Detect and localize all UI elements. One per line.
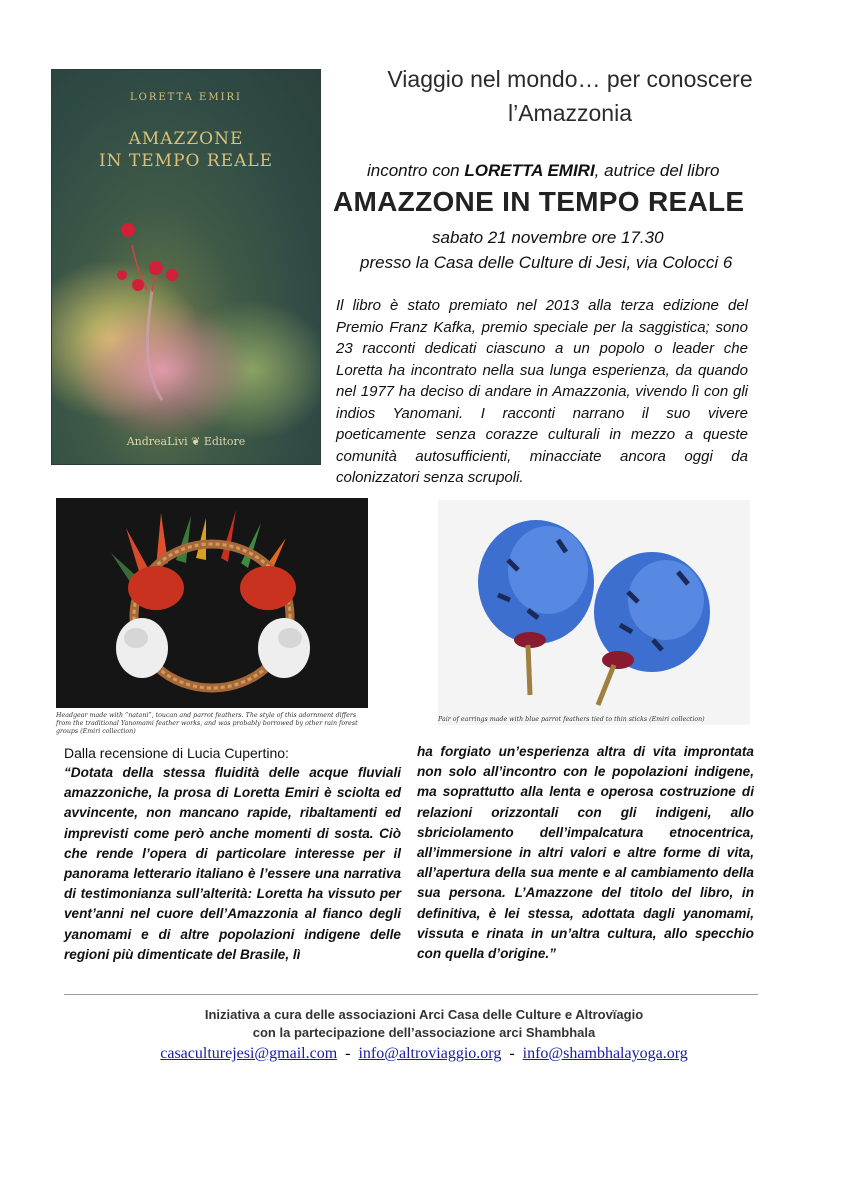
headgear-photo [56,498,368,708]
cover-publisher: AndreaLivi ❦ Editore [126,435,246,448]
email-link-casaculture[interactable]: casaculturejesi@gmail.com [160,1045,338,1062]
link-separator: - [509,1045,515,1062]
earrings-illustration [438,500,750,725]
meeting-suffix: , autrice del libro [594,161,720,180]
footer-line2: con la partecipazione dell’associazione arci Shambhala [252,1025,596,1040]
earrings-caption: Pair of earrings made with blue parrot feathers tied to thin sticks (Emiri collection) [438,716,705,723]
book-description: Il libro è stato premiato nel 2013 alla terza edizione del Premio Franz Kafka, premio speciale per la saggistica; sono 23 racconti dedicati ciascuno a un popolo o leader che Loretta ha incontrato nella sua lunga esperienza, da quando nel 1977 ha deciso di andare in Amazzonia, vivendo lì con gli indios Yanomani. I racconti narrano il suo vivere poeticamente senza corazze culturali in mezzo a queste comunità autosufficienti, minacciate ancora oggi da colonizzatori senza scrupoli. [336,297,748,486]
footer-divider [64,994,758,995]
contact-links [0,1045,848,1063]
earrings-photo [438,500,750,725]
review-column-1: “Dotata della stessa fluidità delle acque fluviali amazzoniche, la prosa di Loretta Emiri è sciolta ed avvincente, non mancano rapide, ribaltamenti ed imprevisti come però anche momenti di sosta. Ciò che rende l’opera di particolare interesse per il panorama letterario italiano è l’essere una narrativa di testimonianza sull’alterità: Loretta ha vissuto per vent’anni nel cuore dell’Amazzonia al fianco degli yanomami e di altre popolazioni indigene delle regioni più dimenticate del Brasile, lì [64,765,401,962]
review-intro: Dalla recensione di Lucia Cupertino: [64,745,289,761]
meeting-line [367,161,719,181]
page-title-line1: Viaggio nel mondo… per conoscere [387,66,753,92]
meeting-prefix: incontro con [367,161,465,180]
link-separator: - [345,1045,351,1062]
author-name: LORETTA EMIRI [464,161,595,180]
review-column-2: ha forgiato un’esperienza altra di vita improntata non solo all’incontro con le popolazioni indigene, ma soprattutto alla lenta e operosa costruzione di relazioni orizzontali con gli indigeni, allo sbriciolamento dell’impalcatura etnocentrica, all’immersione in altri valori e altre forme di vita, all’apertura della sua mente e al cambiamento della sua persona. L’Amazzone del titolo del libro, in definitiva, è lei stessa, adottata dagli yanomami, vissuta e rinata in un’altra cultura, allo specchio con quella d’origine.” [417,744,754,962]
page-title-line2: l’Amazzonia [508,100,632,126]
cover-title-line1: AMAZZONE [128,129,244,149]
email-link-altroviaggio[interactable]: info@altroviaggio.org [358,1045,502,1062]
event-date: sabato 21 novembre ore 17.30 [432,228,664,247]
book-cover [52,70,320,464]
cover-title-line2: IN TEMPO REALE [98,151,274,171]
headgear-illustration [56,498,368,708]
headgear-caption: Headgear made with “natani”, toucan and parrot feathers. The style of this adornment differs from the traditional Yanomami feather works, and was probably borrowed by other rain forest groups (Emiri collection) [56,712,358,735]
cover-author: LORETTA EMIRI [129,92,242,103]
book-title: AMAZZONE IN TEMPO REALE [333,186,745,217]
event-venue: presso la Casa delle Culture di Jesi, via Colocci 6 [360,253,733,272]
footer-line1: Iniziativa a cura delle associazioni Arci Casa delle Culture e Altrovïagio [204,1007,644,1022]
email-link-shambhala[interactable]: info@shambhalayoga.org [522,1045,688,1062]
cover-title [52,128,320,172]
